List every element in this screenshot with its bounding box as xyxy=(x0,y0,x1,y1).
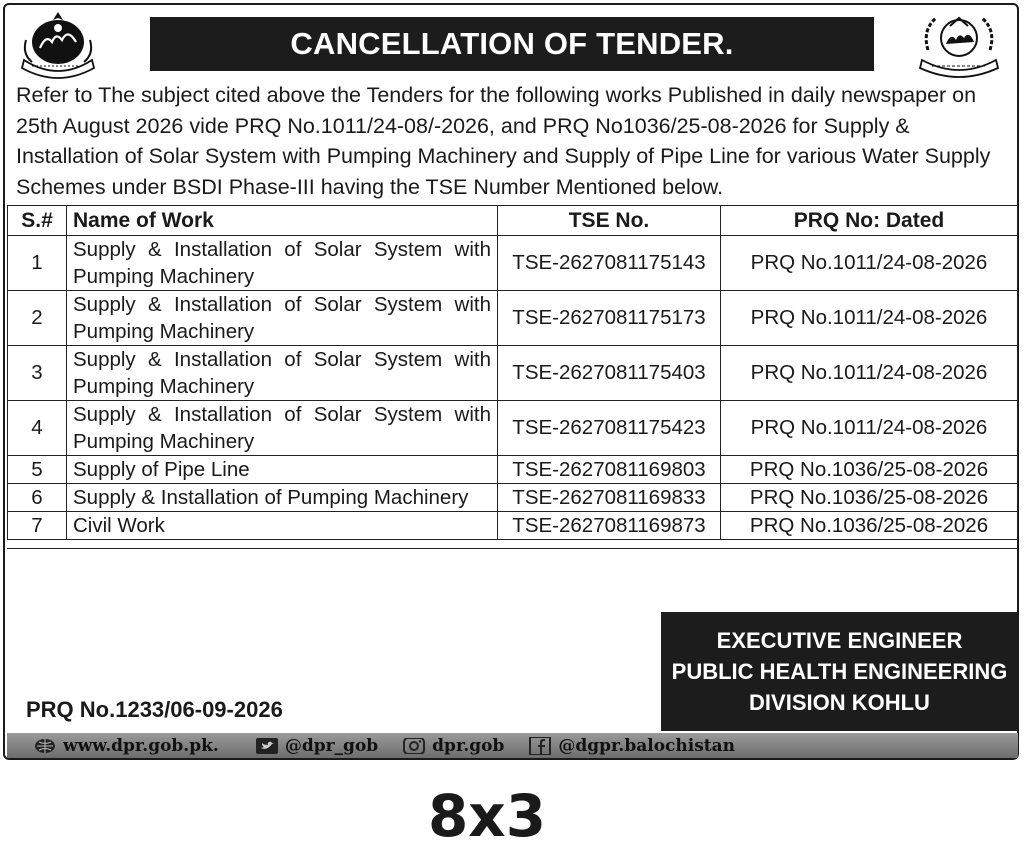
signature-block xyxy=(661,612,1018,731)
cell-tse: TSE-2627081169803 xyxy=(498,456,721,484)
cell-tse: TSE-2627081169833 xyxy=(498,484,721,512)
table-row xyxy=(8,346,1018,401)
tender-table xyxy=(7,205,1018,540)
header-prq: PRQ No: Dated xyxy=(721,206,1018,236)
cell-name: Supply & Installation of Pumping Machinery xyxy=(67,484,498,512)
table-divider xyxy=(7,548,1018,549)
table-row xyxy=(8,401,1018,456)
footer-twitter[interactable] xyxy=(255,736,378,756)
cell-tse: TSE-2627081175173 xyxy=(498,291,721,346)
table-row xyxy=(8,456,1018,484)
cell-name: Supply & Installation of Solar System with Pumping Machinery xyxy=(67,236,498,291)
website-link[interactable]: www.dpr.gob.pk. xyxy=(63,735,219,756)
footer-bar xyxy=(7,733,1018,758)
instagram-handle[interactable]: dpr.gob xyxy=(432,735,505,756)
intro-paragraph: Refer to The subject cited above the Tenders for the following works Published in daily newspaper on 25th August 2026 vide PRQ No.1011/24-08/-2026, and PRQ No1036/25-08-2026 for Supply & Installation of Solar System with Pumping Machinery and Supply of Pipe Line for various Water Supply Schemes under BSDI Phase-III having the TSE Number Mentioned below. xyxy=(16,83,991,199)
signature-line-2: PUBLIC HEALTH ENGINEERING xyxy=(671,659,1008,684)
facebook-icon xyxy=(528,737,552,755)
cell-sno: 2 xyxy=(8,291,67,346)
department-crest-icon xyxy=(916,10,1002,80)
cell-sno: 5 xyxy=(8,456,67,484)
cell-prq: PRQ No.1036/25-08-2026 xyxy=(721,512,1018,540)
cell-prq: PRQ No.1036/25-08-2026 xyxy=(721,456,1018,484)
table-row xyxy=(8,236,1018,291)
facebook-handle[interactable]: @dgpr.balochistan xyxy=(558,735,736,756)
government-emblem-icon xyxy=(18,10,98,80)
ad-size-label: 8x3 xyxy=(427,782,547,850)
signature-line-1: EXECUTIVE ENGINEER xyxy=(716,628,963,653)
table-row xyxy=(8,512,1018,540)
header-sno: S.# xyxy=(8,206,67,236)
cell-sno: 6 xyxy=(8,484,67,512)
cell-prq: PRQ No.1011/24-08-2026 xyxy=(721,401,1018,456)
cell-tse: TSE-2627081169873 xyxy=(498,512,721,540)
cell-tse: TSE-2627081175143 xyxy=(498,236,721,291)
table-row xyxy=(8,484,1018,512)
cell-tse: TSE-2627081175423 xyxy=(498,401,721,456)
footer-website[interactable] xyxy=(33,736,219,756)
cell-name: Supply & Installation of Solar System with Pumping Machinery xyxy=(67,291,498,346)
footer-facebook[interactable] xyxy=(528,736,735,756)
footer-instagram[interactable] xyxy=(402,736,504,756)
table-row xyxy=(8,291,1018,346)
cell-prq: PRQ No.1011/24-08-2026 xyxy=(721,291,1018,346)
cell-prq: PRQ No.1011/24-08-2026 xyxy=(721,236,1018,291)
cell-name: Supply & Installation of Solar System with Pumping Machinery xyxy=(67,346,498,401)
cell-name: Civil Work xyxy=(67,512,498,540)
cell-sno: 3 xyxy=(8,346,67,401)
signature-line-3: DIVISION KOHLU xyxy=(749,690,930,715)
cell-name: Supply of Pipe Line xyxy=(67,456,498,484)
twitter-handle[interactable]: @dpr_gob xyxy=(284,735,379,756)
header-name: Name of Work xyxy=(67,206,498,236)
cell-prq: PRQ No.1011/24-08-2026 xyxy=(721,346,1018,401)
cell-tse: TSE-2627081175403 xyxy=(498,346,721,401)
header-tse: TSE No. xyxy=(498,206,721,236)
instagram-icon xyxy=(402,737,426,755)
cell-sno: 1 xyxy=(8,236,67,291)
cell-name: Supply & Installation of Solar System with Pumping Machinery xyxy=(67,401,498,456)
globe-icon xyxy=(33,737,57,755)
table-header-row xyxy=(8,206,1018,236)
cell-sno: 4 xyxy=(8,401,67,456)
cell-prq: PRQ No.1036/25-08-2026 xyxy=(721,484,1018,512)
twitter-icon xyxy=(255,737,279,755)
prq-reference: PRQ No.1233/06-09-2026 xyxy=(26,697,283,722)
page-title: CANCELLATION OF TENDER. xyxy=(150,17,874,71)
cell-sno: 7 xyxy=(8,512,67,540)
